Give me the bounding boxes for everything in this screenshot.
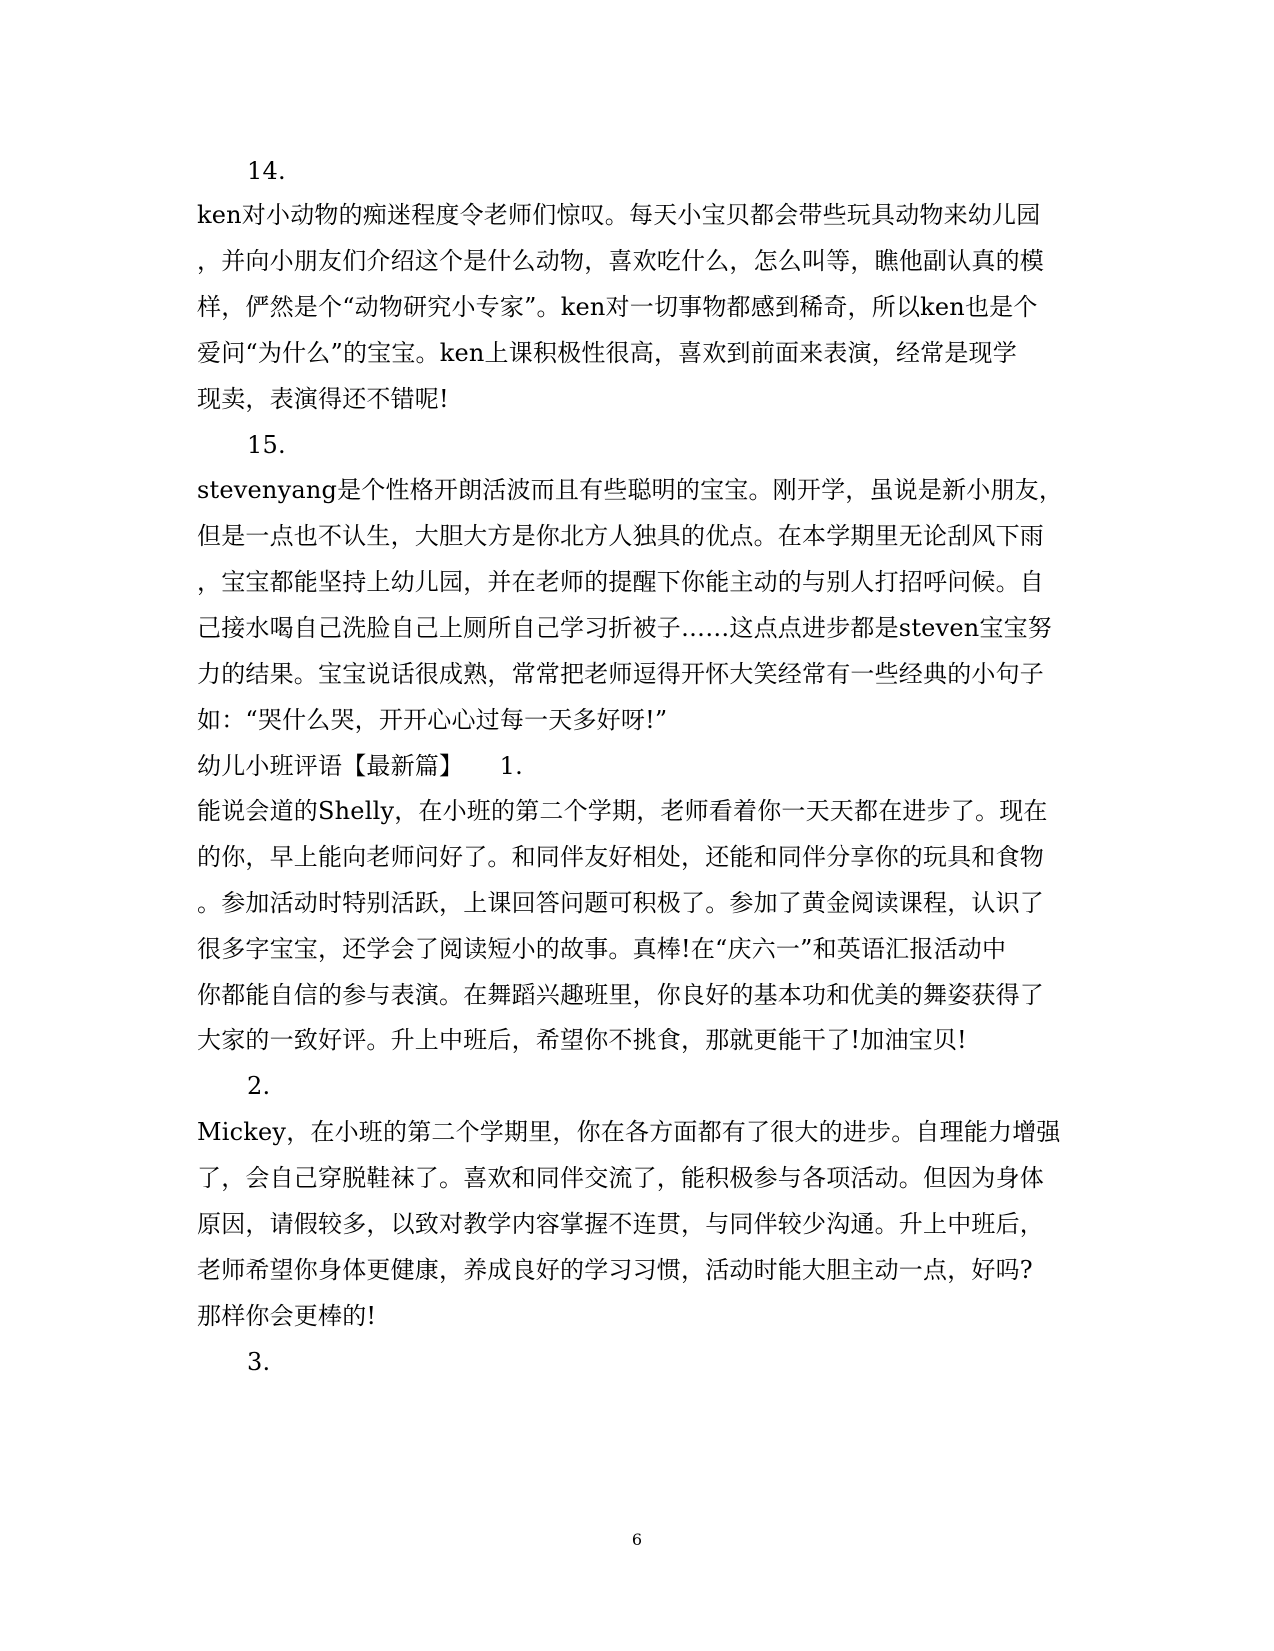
text-line: 己接水喝自己洗脸自己上厕所自己学习折被子……这点点进步都是steven宝宝努 — [197, 614, 1052, 642]
text-line: 很多字宝宝，还学会了阅读短小的故事。真棒!在“庆六一”和英语汇报活动中 — [197, 935, 1007, 963]
text-line: 了，会自己穿脱鞋袜了。喜欢和同伴交流了，能积极参与各项活动。但因为身体 — [197, 1164, 1044, 1192]
text-line: 老师希望你身体更健康，养成良好的学习习惯，活动时能大胆主动一点，好吗? — [197, 1256, 1033, 1284]
section-heading: 幼儿小班评语【最新篇】 1. — [197, 752, 523, 780]
text-line: 那样你会更棒的! — [197, 1302, 377, 1330]
text-line: 大家的一致好评。升上中班后，希望你不挑食，那就更能干了!加油宝贝! — [197, 1026, 967, 1054]
item-number: 2. — [247, 1072, 271, 1100]
text-line: 。参加活动时特别活跃，上课回答问题可积极了。参加了黄金阅读课程，认识了 — [197, 889, 1044, 917]
text-line: 力的结果。宝宝说话很成熟，常常把老师逗得开怀大笑经常有一些经典的小句子 — [197, 660, 1044, 688]
text-line: Mickey，在小班的第二个学期里，你在各方面都有了很大的进步。自理能力增强 — [197, 1118, 1061, 1146]
text-line: 原因，请假较多，以致对教学内容掌握不连贯，与同伴较少沟通。升上中班后， — [197, 1210, 1044, 1238]
item-number: 3. — [247, 1348, 271, 1376]
text-line: stevenyang是个性格开朗活波而且有些聪明的宝宝。刚开学，虽说是新小朋友， — [197, 476, 1064, 504]
item-number: 14. — [247, 157, 286, 185]
text-line: 的你，早上能向老师问好了。和同伴友好相处，还能和同伴分享你的玩具和食物 — [197, 843, 1044, 871]
text-line: ken对小动物的痴迷程度令老师们惊叹。每天小宝贝都会带些玩具动物来幼儿园 — [197, 201, 1041, 229]
text-line: 现卖，表演得还不错呢! — [197, 385, 449, 413]
text-line: 但是一点也不认生，大胆大方是你北方人独具的优点。在本学期里无论刮风下雨 — [197, 522, 1044, 550]
text-line: 能说会道的Shelly，在小班的第二个学期，老师看着你一天天都在进步了。现在 — [197, 797, 1048, 825]
text-line: ，并向小朋友们介绍这个是什么动物，喜欢吃什么，怎么叫等，瞧他副认真的模 — [197, 247, 1044, 275]
item-number: 15. — [247, 431, 286, 459]
text-line: ，宝宝都能坚持上幼儿园，并在老师的提醒下你能主动的与别人打招呼问候。自 — [197, 568, 1044, 596]
text-line: 样，俨然是个“动物研究小专家”。ken对一切事物都感到稀奇，所以ken也是个 — [197, 293, 1038, 321]
text-line: 你都能自信的参与表演。在舞蹈兴趣班里，你良好的基本功和优美的舞姿获得了 — [197, 981, 1044, 1009]
page-number: 6 — [631, 1530, 643, 1549]
text-line: 爱问“为什么”的宝宝。ken上课积极性很高，喜欢到前面来表演，经常是现学 — [197, 339, 1017, 367]
text-line: 如：“哭什么哭，开开心心过每一天多好呀!” — [197, 706, 668, 734]
